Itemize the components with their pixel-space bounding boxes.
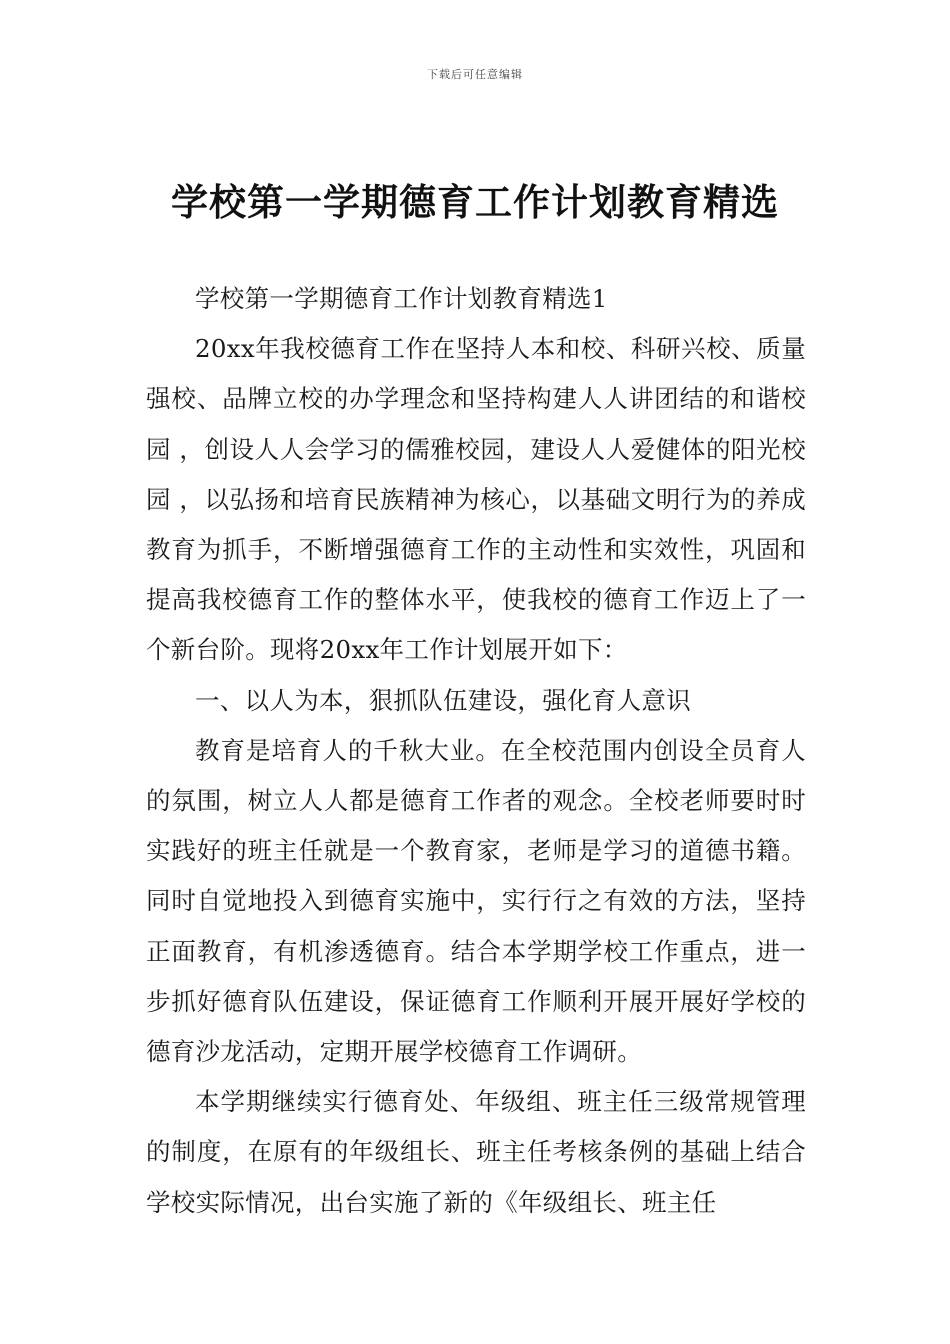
page-header-note: 下载后可任意编辑 — [427, 68, 523, 81]
paragraph-intro: 20xx年我校德育工作在坚持人本和校、科研兴校、质量强校、品牌立校的办学理念和坚持构建人人讲团结的和谐校园 ，创设人人会学习的儒雅校园，建设人人爱健体的阳光校园 ，以弘扬和培育民族精神为核心，以基础文明行为的养成教育为抓手，不断增强德育工作的主动性和实效性，巩固和提高我校德育工作的整体水平，使我校的德育工作迈上了一个新台阶。现将20xx年工作计划展开如下： — [146, 334, 806, 665]
document-title: 学校第一学期德育工作计划教育精选 — [171, 181, 779, 224]
paragraph-management: 本学期继续实行德育处、年级组、班主任三级常规管理的制度，在原有的年级组长、班主任考核条例的基础上结合学校实际情况，出台实施了新的《年级组长、班主任 — [146, 1087, 806, 1217]
document-body — [146, 274, 806, 1228]
paragraph-education: 教育是培育人的千秋大业。在全校范围内创设全员育人的氛围，树立人人都是德育工作者的观念。全校老师要时时实践好的班主任就是一个教育家，老师是学习的道德书籍。同时自觉地投入到德育实施中，实行行之有效的方法，坚持正面教育，有机渗透德育。结合本学期学校工作重点，进一步抓好德育队伍建设，保证德育工作顺利开展开展好学校的德育沙龙活动，定期开展学校德育工作调研。 — [146, 735, 806, 1067]
section-heading: 一、以人为本，狠抓队伍建设，强化育人意识 — [195, 685, 691, 715]
paragraph-subtitle: 学校第一学期德育工作计划教育精选1 — [195, 284, 608, 313]
